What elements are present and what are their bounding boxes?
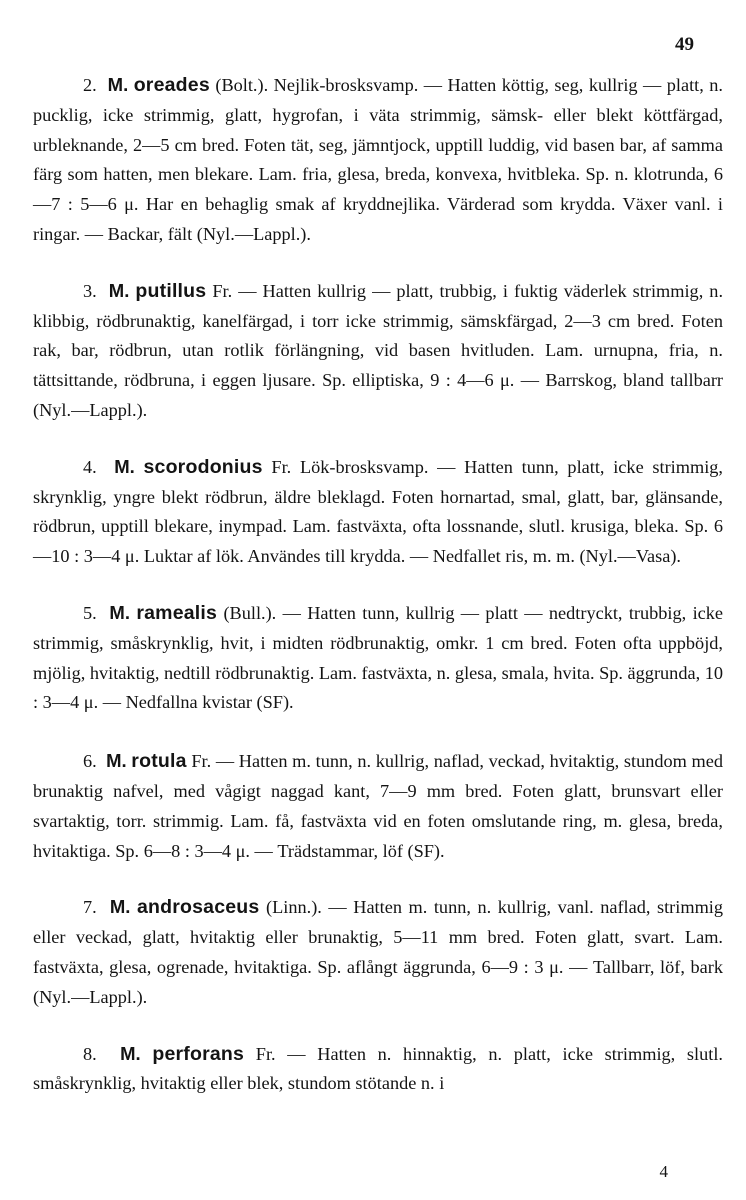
species-name: scorodonius [143,455,263,478]
entry-number: 3. [83,280,97,301]
species-entry [33,746,723,866]
species-name: perforans [152,1042,245,1065]
species-name: ramealis [136,601,218,624]
signature-mark: 4 [659,1162,668,1181]
genus-abbrev: M. [107,74,129,95]
genus-abbrev: M. [109,896,131,918]
entry-number: 5. [83,602,97,623]
genus-abbrev: M. [108,279,130,301]
species-entry [33,276,723,426]
entry-number: 8. [83,1043,97,1064]
entry-number: 7. [83,897,97,918]
entry-text: Fr. — Hatten kullrig — platt, trubbig, i fuktig väderlek strimmig, n. klibbig, rödbrunaktig, kanelfärgad, i torr icke strimmig, sämskfärgad, 2—3 cm bred. Foten rak, bar, rödbrun, utan rotlik förlängning, vid basen hvitluden. Lam. urnupna, fria, n. tättsittande, rödbruna, i eggen ljusare. Sp. elliptiska, 9 : 4—6 μ. — Barrskog, bland tallbarr (Nyl.—Lappl.). [33,280,724,420]
species-name: rotula [131,750,187,773]
entry-text: Fr. Lök-brosksvamp. — Hatten tunn, platt, icke strimmig, skrynklig, yngre blekt rödbrun, äldre bleklagd. Foten hornartad, smal, glatt, bar, glänsande, rödbrun, upptill blekare, inympad. Lam. fastväxta, ofta lossnande, slutl. krusiga, bleka. Sp. 6—10 : 3—4 μ. Luktar af lök. Användes till krydda. — Nedfallet ris, m. m. (Nyl.—Vasa). [33,456,723,567]
species-entry [33,892,723,1012]
species-name: putillus [135,279,207,302]
species-entry [33,70,723,250]
genus-abbrev: M. [120,1042,141,1064]
entry-number: 6. [83,751,97,772]
page-number: 49 [675,34,694,55]
species-name: androsaceus [136,896,260,919]
entry-number: 4. [83,456,97,477]
genus-abbrev: M. [114,455,135,477]
species-entries [33,70,723,1125]
genus-abbrev: M. [109,601,130,623]
species-entry [33,452,723,572]
entry-text: Fr. — Hatten m. tunn, n. kullrig, naflad, veckad, hvitaktig, stundom med brunaktig nafvel, med vågigt naggad kant, 7—9 mm bred. Foten glatt, brunsvart eller svartaktig, torr. strimmig. Lam. få, fastväxta vid en foten omslutande ring, m. glesa, breda, hvitaktiga. Sp. 6—8 : 3—4 μ. — Trädstammar, löf (SF). [33,751,724,861]
genus-abbrev: M. [106,750,127,772]
entry-number: 2. [83,75,97,95]
entry-text: (Linn.). — Hatten m. tunn, n. kullrig, vanl. naflad, strimmig eller veckad, glatt, hvitaktig eller brunaktig, 5—11 mm bred. Foten glatt, svart. Lam. fastväxta, glesa, ogrenade, hvitaktiga. Sp. aflångt äggrunda, 6—9 : 3 μ. — Tallbarr, löf, bark (Nyl.—Lappl.). [33,897,724,1007]
entry-text: Fr. — Hatten n. hinnaktig, n. platt, icke strimmig, slutl. småskrynklig, hvitaktig eller blek, stundom stötande n. i [33,1043,723,1094]
species-entry [33,598,723,718]
species-name: oreades [133,74,210,96]
species-entry [33,1039,723,1100]
entry-text: (Bolt.). Nejlik-brosksvamp. — Hatten köttig, seg, kullrig — platt, n. pucklig, icke strimmig, glatt, hygrofan, i väta strimmig, sämsk- eller blekt köttfärgad, urbleknande, 2—5 cm bred. Foten tät, seg, jämntjock, upptill luddig, vid basen bar, af samma färg som hatten, men blekare. Lam. fria, glesa, breda, konvexa, hvitbleka. Sp. n. klotrunda, 6—7 : 5—6 μ. Har en behaglig smak af kryddnejlika. Värderad som krydda. Växer vanl. i ringar. — Backar, fält (Nyl.—Lappl.). [33,75,724,244]
entry-text: (Bull.). — Hatten tunn, kullrig — platt — nedtryckt, trubbig, icke strimmig, småskrynklig, hvit, i midten rödbrunaktig, omkr. 1 cm bred. Foten ofta uppböjd, mjölig, hvitaktig, nedtill rödbrunaktig. Lam. fastväxta, n. glesa, smala, hvita. Sp. äggrunda, 10 : 3—4 μ. — Nedfallna kvistar (SF). [33,602,724,713]
